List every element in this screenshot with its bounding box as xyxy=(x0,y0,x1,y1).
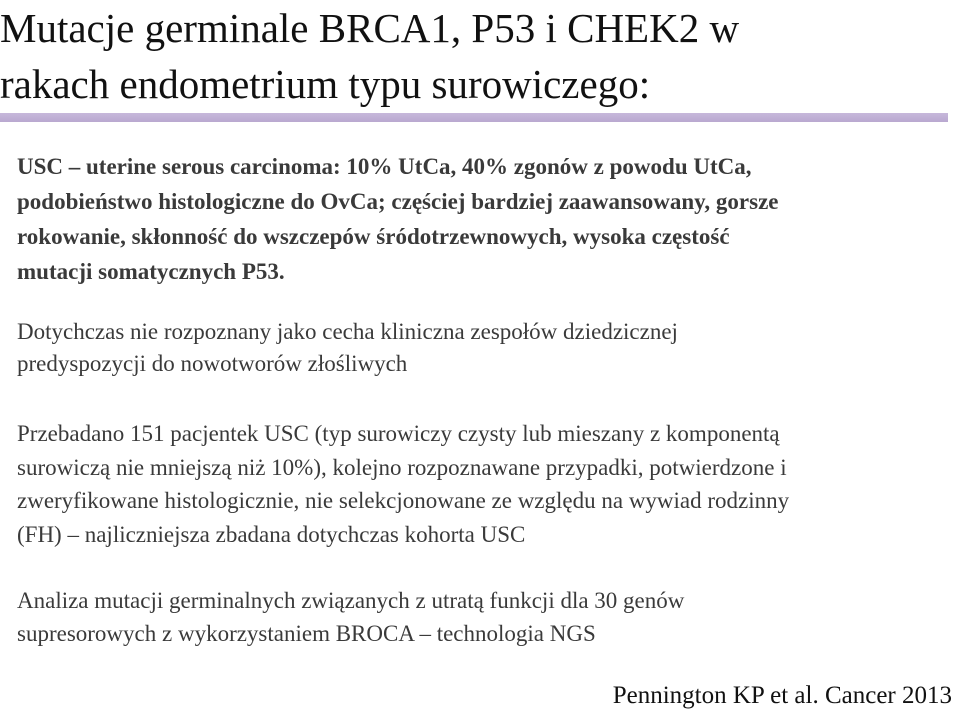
study-line-2: surowiczą nie mniejszą niż 10%), kolejno rozpoznawane przypadki, potwierdzone i xyxy=(17,454,787,480)
predisposition-line-1: Dotychczas nie rozpoznany jako cecha kliniczna zespołów dziedzicznej xyxy=(17,319,678,344)
slide-title-line-2: rakach endometrium typu surowiczego: xyxy=(0,61,651,107)
slide-title xyxy=(0,0,950,112)
usc-line-4: mutacji somatycznych P53. xyxy=(17,259,285,284)
usc-line-3: rokowanie, skłonność do wszczepów śródotrzewnowych, wysoka częstość xyxy=(17,224,730,249)
analysis-line-2: supresorowych z wykorzystaniem BROCA – technologia NGS xyxy=(17,621,596,646)
predisposition-paragraph xyxy=(17,316,952,380)
citation: Pennington KP et al. Cancer 2013 xyxy=(612,682,952,709)
analysis-paragraph xyxy=(17,584,952,650)
predisposition-line-2: predyspozycji do nowotworów złośliwych xyxy=(17,351,408,376)
slide-title-line-1: Mutacje germinale BRCA1, P53 i CHEK2 w xyxy=(0,5,740,51)
usc-line-1: USC – uterine serous carcinoma: 10% UtCa, 40% zgonów z powodu UtCa, xyxy=(17,154,752,179)
study-paragraph xyxy=(17,417,952,551)
study-line-3: zweryfikowane histologicznie, nie selekcjonowane ze względu na wywiad rodzinny xyxy=(17,488,790,513)
analysis-line-1: Analiza mutacji germinalnych związanych z utratą funkcji dla 30 genów xyxy=(17,588,685,613)
title-divider xyxy=(0,113,948,122)
study-line-4: (FH) – najliczniejsza zbadana dotychczas kohorta USC xyxy=(17,521,526,547)
usc-definition-paragraph xyxy=(17,149,952,289)
study-line-1: Przebadano 151 pacjentek USC (typ surowiczy czysty lub mieszany z komponentą xyxy=(17,421,780,446)
usc-line-2: podobieństwo histologiczne do OvCa; częściej bardziej zaawansowany, gorsze xyxy=(17,189,779,214)
